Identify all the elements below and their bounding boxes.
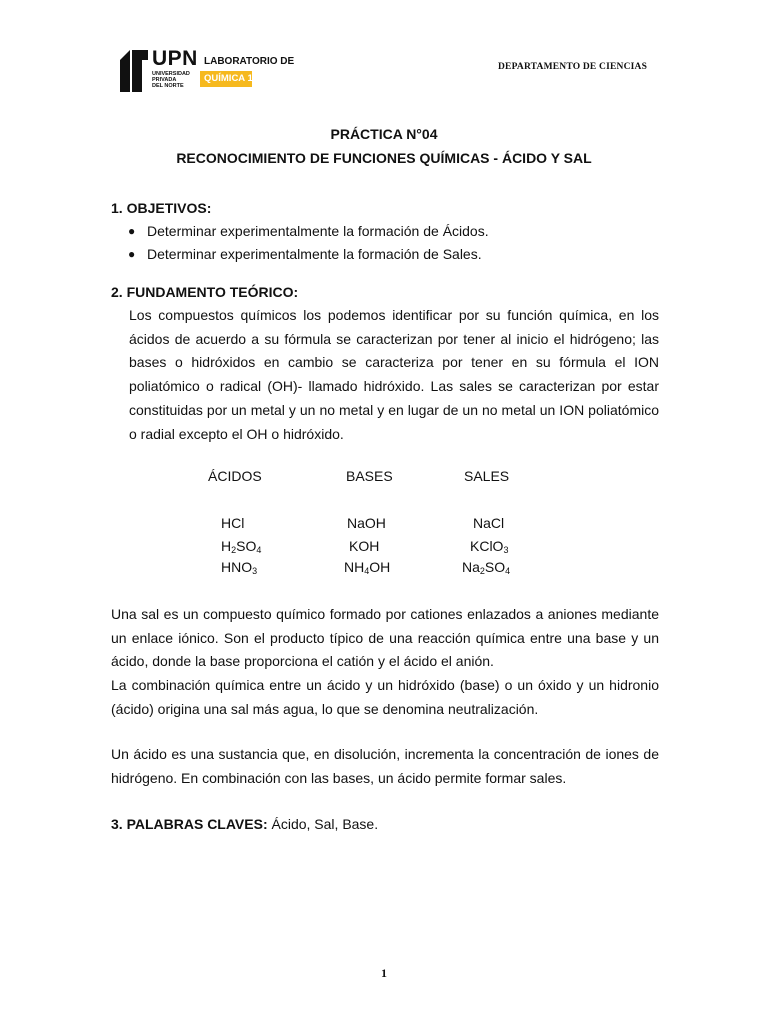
formula-acid [221, 559, 257, 576]
formula-part: Na [462, 559, 480, 575]
formula-salt [462, 559, 510, 576]
formula-part: HCl [221, 515, 245, 531]
formula-base [344, 559, 390, 576]
department-name: DEPARTAMENTO DE CIENCIAS [498, 62, 648, 72]
logo-laboratorio-text: LABORATORIO DE [204, 56, 295, 67]
bullet-icon: ● [128, 224, 136, 238]
formula-part: KOH [349, 538, 380, 554]
sal-paragraph: Una sal es un compuesto químico formado por cationes enlazados a aniones mediante un enlace iónico. Son el producto típico de una reacción química entre una base y un ácido, donde la base proporciona el catión y el ácido el anión. [111, 606, 659, 670]
objetivo-item: Determinar experimentalmente la formación de Sales. [147, 246, 482, 262]
formula-part: H [221, 538, 232, 554]
fundamento-heading: 2. FUNDAMENTO TEÓRICO: [111, 284, 299, 300]
formula-part: SO [484, 559, 506, 575]
formula-part: HNO [221, 559, 253, 575]
combinacion-paragraph: La combinación química entre un ácido y un hidróxido (base) o un óxido y un hidronio (ácido) origina una sal más agua, lo que se denomina neutralización. [111, 677, 659, 717]
formula-part: SO [236, 538, 257, 554]
formula-base [349, 538, 379, 554]
formula-base [347, 515, 386, 531]
formula-part: OH [369, 559, 391, 575]
objetivo-item: Determinar experimentalmente la formación de Ácidos. [147, 223, 489, 239]
palabras-claves-value: Ácido, Sal, Base. [267, 816, 379, 832]
table-header-sales: SALES [464, 468, 510, 484]
bullet-icon: ● [128, 247, 136, 261]
practice-title: PRÁCTICA N°04 [330, 126, 438, 142]
formula-salt [473, 515, 504, 531]
formula-subscript: 2 [479, 566, 485, 576]
formula-part: NaCl [473, 515, 505, 531]
formula-subscript: 3 [503, 545, 509, 555]
logo-university-name: UNIVERSIDAD PRIVADA DEL NORTE [152, 71, 190, 90]
acido-paragraph: Un ácido es una sustancia que, en disolución, incrementa la concentración de iones de hidrógeno. En combinación con las bases, un ácido permite formar sales. [111, 746, 659, 786]
palabras-claves-label: 3. PALABRAS CLAVES: [111, 816, 268, 832]
formula-subscript: 2 [231, 545, 237, 555]
table-header-bases: BASES [346, 468, 393, 484]
objetivos-heading: 1. OBJETIVOS: [111, 200, 212, 216]
formula-part: KClO [470, 538, 504, 554]
formula-subscript: 4 [505, 566, 511, 576]
page-number: 1 [381, 966, 387, 980]
formula-acid [221, 515, 244, 531]
formula-subscript: 4 [364, 566, 370, 576]
formula-subscript: 4 [256, 545, 262, 555]
formula-subscript: 3 [252, 566, 258, 576]
formula-salt [470, 538, 508, 555]
logo-quimica-text: QUÍMICA 1 [204, 73, 253, 84]
palabras-claves [111, 816, 378, 832]
formula-part: NaOH [347, 515, 386, 531]
practice-subtitle: RECONOCIMIENTO DE FUNCIONES QUÍMICAS - ÁCIDO Y SAL [176, 150, 592, 166]
logo-upn-text: UPN [152, 47, 198, 70]
formula-acid [221, 538, 261, 555]
fundamento-paragraph: Los compuestos químicos los podemos identificar por su función química, en los ácidos de acuerdo a su fórmula se caracterizan por tener al inicio el hidrógeno; las bases o hidróxidos en cambio se caracteriza por tener en su fórmula el ION poliatómico o radical (OH)- llamado hidróxido. Las sales se caracterizan por estar constituidas por un metal y un no metal y en lugar de un no metal un ION poliatómico o radial excepto el OH o hidróxido. [129, 307, 659, 442]
upn-logo-mark-icon [118, 48, 150, 92]
formula-part: NH [344, 559, 365, 575]
table-header-acidos: ÁCIDOS [208, 468, 262, 484]
